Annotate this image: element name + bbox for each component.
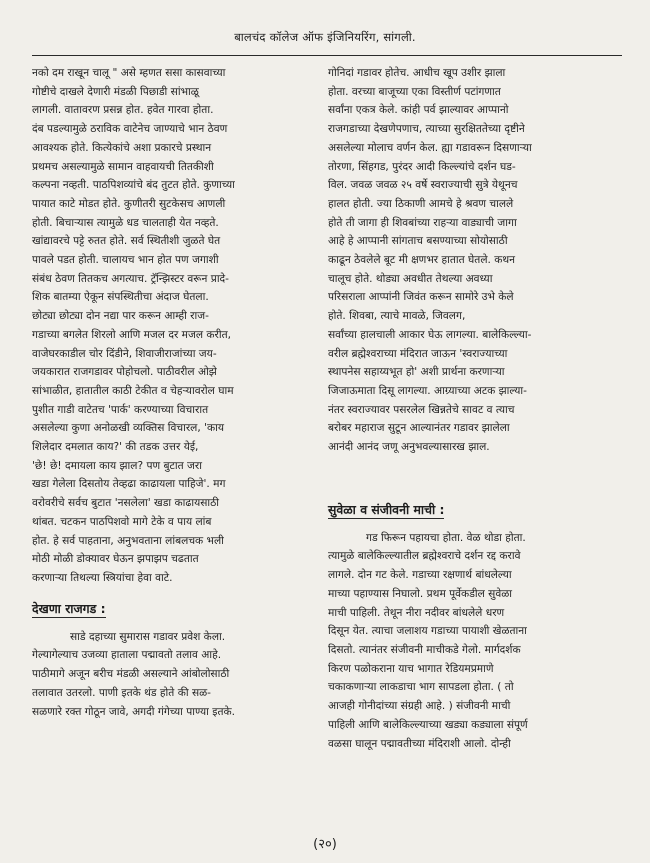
text-line: दंब पडल्यामुळे ठराविक वाटेनेच जाण्याचे भान ठेवण — [32, 123, 228, 136]
text-line: होता. वरच्या बाजूच्या एका विस्तीर्ण पटांगणात — [328, 85, 501, 98]
text-line: छोट्या छोट्या दोन नद्या पार करून आम्ही राज- — [32, 310, 209, 323]
text-line: थांबत. चटकन पाठपिशवो मागे टेके व पाय लांब — [32, 515, 212, 528]
text-line: लागली. वातावरण प्रसन्न होत. हवेत गारवा होता. — [32, 104, 214, 117]
page-number: (२०) — [313, 837, 337, 852]
text-line: शिक बातम्या ऐकून संपस्थितीचा अंदाज घेतला. — [32, 291, 209, 304]
text-line: होत. हे सर्व पाहताना, अनुभवताना लांबलचक भली — [32, 534, 224, 547]
text-line: गोष्टीचे दाखले देणारी मंडळी पिछाडी सांभाळू — [32, 85, 199, 98]
left-column — [32, 64, 307, 721]
text-line: पायात काटे मोडत होते. कुणीतरी सुटकेसच आणली — [32, 197, 226, 210]
text-line: गोनिदां गडावर होतेच. आधीच खूप उशीर झाला — [328, 67, 506, 79]
text-line: गडाच्या बगलेत शिरलो आणि मजल दर मजल करीत, — [32, 328, 232, 341]
text-line: हालत होती. ज्या ठिकाणी आमचे हे श्रवण चालले — [328, 197, 514, 210]
text-line: होते ती जागा ही शिवबांच्या राहऱ्या वाड्याची जागा — [328, 216, 517, 229]
right-paragraph-2 — [328, 529, 618, 753]
text-line: दिसतो. त्यानंतर संजीवनी माचीकडे गेलो. मार्गदर्शक — [328, 643, 521, 656]
text-line: बरोबर महाराज सुटून आल्यानंतर गडावर झालेला — [328, 422, 510, 435]
left-paragraph-1 — [32, 64, 307, 588]
text-line: नंतर स्वराज्यावर पसरलेल खिन्नतेचे सावट व त्याच — [328, 403, 515, 416]
right-paragraph-1 — [328, 64, 618, 457]
text-line: गेल्यागेल्याच उजव्या हाताला पद्मावतो तलाव आहे. — [32, 649, 222, 662]
text-line: खडा गेलेला दिसतोय तेव्हढा काढायला पाहिजे'. मग — [32, 478, 226, 491]
text-line: सळणारे रक्त गोठून जावे, अगदी गंगेच्या पाण्या इतके. — [32, 705, 236, 718]
text-line: वाजेघरकाडील चोर दिंडीने, शिवाजीराजांच्या जय- — [32, 347, 217, 360]
text-line: असलेल्या मोलाच वर्णन केल. ह्या गडावरून दिसणाऱ्या — [328, 141, 532, 154]
section-heading-rajgad: देखणा राजगड : — [32, 600, 106, 616]
text-line: राजगडाच्या देखणेपणाच, त्याच्या सुरक्षिततेच्या दृष्टीने — [328, 123, 525, 136]
text-line: सर्वांच्या हालचाली आकार घेऊ लागल्या. बालेकिल्ल्या- — [328, 328, 532, 341]
text-line: वळसा घालून पद्मावतीच्या मंदिराशी आलो. दोन्ही — [328, 737, 511, 750]
text-line: पाठीमागे अजून बरीच मंडळी असल्याने आंबोलोसाठी — [32, 668, 230, 681]
text-line: संबंध ठेवण तितकच अगत्याच. ट्रॅन्झिस्टर वरून प्रादे- — [32, 272, 230, 285]
text-line: वरोवरीचे सर्वच बुटात 'नसलेला' खडा काढायसाठी — [32, 497, 220, 510]
text-line: आहे हे आप्पानी सांगताच बसण्याच्या सोयोसाठी — [328, 235, 508, 248]
text-line: चालूच होते. थोड्या अवधीत तेथल्या अवध्या — [328, 272, 493, 285]
text-line: तोरणा, सिंहगड, पुरंदर आदी किल्ल्यांचे दर्शन घड- — [328, 160, 516, 173]
text-line: करणाऱ्या तिथल्या स्त्रियांचा हेवा वाटे. — [32, 571, 173, 584]
text-line: गड फिरून पहायचा होता. वेळ थोडा होता. — [366, 531, 526, 544]
text-line: आजही गोनीदांच्या संग्रही आहे. ) संजीवनी माची — [328, 700, 511, 713]
text-line: कल्पना नव्हती. पाठपिशव्यांचे बंद तुटत होते. कुणाच्या — [32, 179, 235, 192]
text-line: स्थापनेस सहाय्यभूत हो' अशी प्रार्थना करणाऱ्या — [328, 366, 505, 379]
text-line: तलावात उतरलो. पाणी इतके थंड होते की सळ- — [32, 686, 211, 699]
header-rule — [32, 55, 622, 56]
text-line: वरील ब्रह्मेश्वराच्या मंदिरात जाऊन 'स्वराज्याच्या — [328, 347, 508, 360]
text-line: काढून ठेवलेले बूट मी क्षणभर हातात घेतले. कथन — [328, 254, 516, 267]
text-line: नको दम राखून चालू " असे म्हणत ससा कासवाच्या — [32, 67, 226, 79]
text-line: आवश्यक होते. कित्येकांचे अशा प्रकारचे प्रस्थान — [32, 141, 212, 154]
right-column — [328, 64, 618, 753]
text-line: सर्वांना एकत्र केले. कांही पर्व झाल्यावर आप्पानो — [328, 104, 509, 117]
text-line: खांद्यावरचे पट्टे रुतत होते. सर्व स्थितीशी जुळते घेत — [32, 235, 221, 248]
text-line: होते. शिवबा, त्याचे मावळे, जिवलग, — [328, 310, 466, 323]
text-line: प्रथमच असल्यामुळे सामान वाहवायची तितकीशी — [32, 160, 214, 173]
text-line: त्यामुळे बालेकिल्ल्यातील ब्रह्मेश्वराचे दर्शन रद्द करावे — [328, 550, 521, 563]
text-line: माच्या पहाण्यास निघालो. प्रथम पूर्वेकडील सुवेळा — [328, 587, 513, 600]
page-header: बालचंद कॉलेज ऑफ इंजिनियरिंग, सांगली. — [234, 30, 416, 44]
text-line: 'छे! छे! दमायला काय झाल? पण बुटात जरा — [32, 459, 202, 472]
text-line: मोठी मोळी डोक्यावर घेऊन झपाझप चढतात — [32, 553, 199, 566]
text-line: सांभाळीत, हातातील काठी टेकीत व चेहऱ्यावरोल घाम — [32, 384, 234, 397]
text-line: शिलेदार दमलात काय?' की तडक उत्तर येई, — [32, 441, 199, 454]
text-line: किरण पळोकराना याच भागात रेडियमप्रमाणे — [328, 662, 494, 675]
left-paragraph-2 — [32, 628, 307, 722]
section-heading-suvela: सुवेळा व संजीवनी माची : — [328, 501, 445, 517]
text-line: विल. जवळ जवळ २५ वर्षे स्वराज्याची सुत्रे येथूनच — [328, 179, 518, 192]
text-line: पुशीत गाडी वाटेतच 'पार्क' करण्याच्या विचारात — [32, 403, 209, 416]
text-line: परिसराला आप्पांनी जिवंत करून सामोरे उभे केले — [328, 291, 514, 304]
text-line: साडे दहाच्या सुमारास गडावर प्रवेश केला. — [70, 630, 226, 643]
text-line: चकाकणाऱ्या लाकडाचा भाग सापडला होता. ( तो — [328, 681, 514, 694]
text-line: जयकारात राजगडावर पोहोचलो. पाठीवरील ओझे — [32, 366, 217, 379]
text-line: पाहिली आणि बालेकिल्ल्याच्या खड्या कड्याला संपूर्ण — [328, 718, 528, 731]
text-line: माची पाहिली. तेथून नीरा नदीवर बांधलेले धरण — [328, 606, 505, 619]
text-line: होती. बिचाऱ्यास त्यामुळे धड चालताही येत नव्हते. — [32, 216, 219, 229]
text-line: दिसून येत. त्याचा जलाशय गडाच्या पायाशी खेळताना — [328, 625, 527, 638]
text-line: पावले पडत होती. चालायच भान होत पण जगाशी — [32, 254, 219, 267]
text-line: असलेल्या कुणा अनोळखी व्यक्तिस विचारल, 'काय — [32, 422, 225, 435]
text-line: लागले. दोन गट केले. गडाच्या रक्षणार्थ बांधलेल्या — [328, 569, 512, 582]
text-line: जिजाऊमाता दिसू लागल्या. आग्र्याच्या अटक झाल्या- — [328, 384, 527, 397]
text-line: आनंदी आनंद जणू अनुभवल्यासारख झाल. — [328, 441, 490, 454]
